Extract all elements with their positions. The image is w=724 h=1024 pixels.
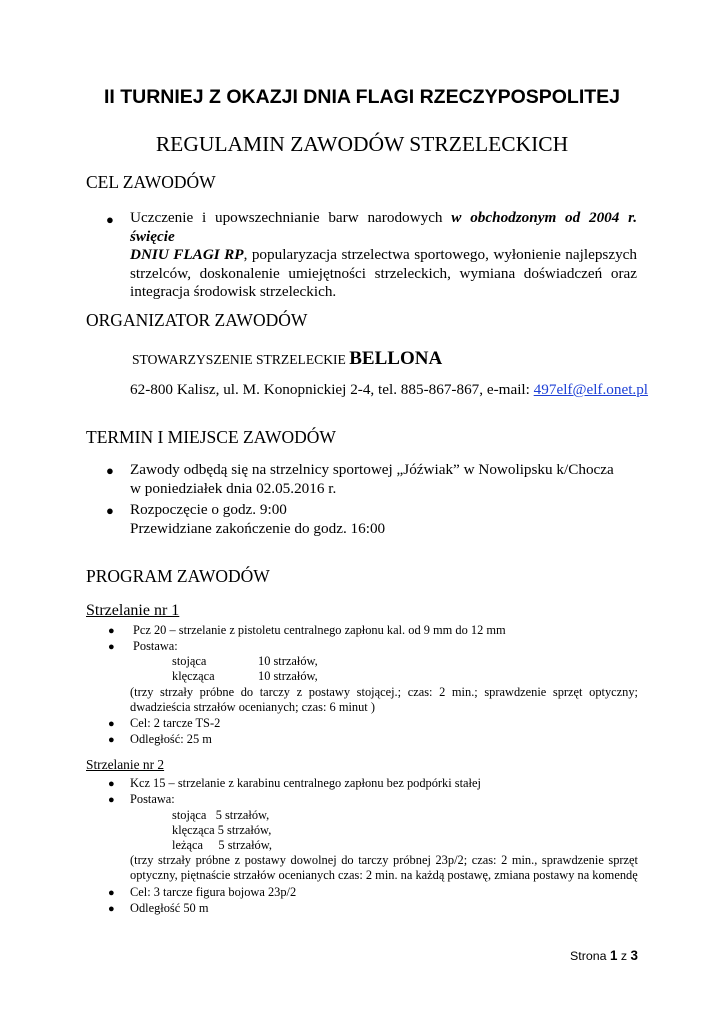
bullet-icon: ●: [108, 887, 115, 899]
bullet-icon: ●: [108, 903, 115, 915]
s2-note: [130, 853, 638, 884]
cel-text: , popularyzacja strzelectwa sportowego, wyłonienie najlepszych: [243, 246, 637, 264]
section-heading-organizator: ORGANIZATOR ZAWODÓW: [86, 310, 308, 330]
s1-pos-1-value: 10 strzałów,: [258, 654, 318, 668]
s2-note-line-2: optyczny, piętnaście strzałów ocenianych czas: 2 min. na każdą postawę, zmiana postawy na komendę: [130, 868, 638, 883]
cel-emphasis: w obchodzonym od 2004 r. święcie: [130, 209, 637, 245]
termin-item-1-line-1: Zawody odbędą się na strzelnicy sportowej „Jóźwiak” w Nowolipsku k/Chocza: [130, 461, 614, 478]
termin-item-1-line-2: w poniedziałek dnia 02.05.2016 r.: [130, 480, 337, 497]
section-heading-termin: TERMIN I MIEJSCE ZAWODÓW: [86, 427, 336, 447]
bullet-icon: ●: [108, 641, 115, 653]
s1-item-4: Odległość: 25 m: [130, 732, 212, 746]
s1-pos-2-value: 10 strzałów,: [258, 669, 318, 683]
s1-pos-2-name: klęcząca: [172, 669, 215, 683]
footer-separator: z: [620, 949, 628, 963]
termin-item-2-line-2: Przewidziane zakończenie do godz. 16:00: [130, 520, 386, 537]
organizer-address: [130, 381, 648, 399]
document-title: II TURNIEJ Z OKAZJI DNIA FLAGI RZECZYPOSPOLITEJ: [103, 86, 621, 108]
termin-item-2: [130, 500, 385, 538]
bullet-icon: ●: [106, 503, 114, 518]
address-text: 62-800 Kalisz, ul. M. Konopnickiej 2-4, tel. 885-867-867, e-mail:: [130, 381, 530, 398]
s2-pos-2: klęcząca 5 strzałów,: [172, 823, 272, 837]
s2-pos-1: stojąca 5 strzałów,: [172, 808, 270, 822]
bullet-icon: ●: [108, 718, 115, 730]
s1-note: [130, 685, 638, 716]
cel-line-2: [130, 246, 637, 265]
bullet-icon: ●: [108, 778, 115, 790]
termin-item-1: [130, 460, 614, 498]
subsection-heading-s2: Strzelanie nr 2: [86, 757, 165, 772]
cel-line-4: integracja środowisk strzeleckich.: [130, 283, 337, 301]
s2-pos-3: leżąca 5 strzałów,: [172, 838, 272, 852]
s1-item-3: Cel: 2 tarcze TS-2: [130, 716, 221, 730]
s1-item-2: Postawa:: [133, 639, 178, 653]
cel-line-1: [130, 209, 637, 246]
s1-item-1: Pcz 20 – strzelanie z pistoletu centralnego zapłonu kal. od 9 mm do 12 mm: [133, 623, 506, 637]
s2-item-1: Kcz 15 – strzelanie z karabinu centralnego zapłonu bez podpórki stałej: [130, 776, 481, 790]
s2-item-4: Odległość 50 m: [130, 901, 209, 915]
s2-item-3: Cel: 3 tarcze figura bojowa 23p/2: [130, 885, 297, 899]
cel-text: Uczczenie i upowszechnianie barw narodowych: [130, 209, 443, 226]
s2-item-2: Postawa:: [130, 792, 175, 806]
s1-note-line-2: dwadzieścia strzałów ocenianych; czas: 6 minut ): [130, 700, 375, 715]
organizer-name: [132, 348, 442, 370]
organizer-name-bold: BELLONA: [349, 348, 443, 369]
cel-paragraph: [130, 209, 637, 302]
footer-prefix: Strona: [570, 949, 607, 963]
bullet-icon: ●: [106, 463, 114, 478]
footer-page-total: 3: [630, 948, 638, 963]
email-link[interactable]: 497elf@elf.onet.pl: [533, 381, 649, 398]
subsection-heading-s1: Strzelanie nr 1: [86, 602, 180, 619]
section-heading-cel: CEL ZAWODÓW: [86, 172, 216, 192]
s2-note-line-1: (trzy strzały próbne z postawy dowolnej do tarczy próbnej 23p/2; czas: 2 min., sprawdzenie sprzęt: [130, 853, 638, 867]
section-heading-program: PROGRAM ZAWODÓW: [86, 566, 270, 586]
page-footer: [570, 948, 638, 963]
cel-emphasis-flag: DNIU FLAGI RP: [130, 246, 244, 264]
termin-item-2-line-1: Rozpoczęcie o godz. 9:00: [130, 501, 287, 518]
bullet-icon: ●: [108, 625, 115, 637]
bullet-icon: ●: [108, 794, 115, 806]
s1-note-line-1: (trzy strzały próbne do tarczy z postawy stojącej.; czas: 2 min.; sprawdzenie sprzęt optyczny;: [130, 685, 638, 699]
cel-line-3: strzelców, doskonalenie umiejętności strzeleckich, wymiana doświadczeń oraz: [130, 264, 637, 282]
s1-pos-1-name: stojąca: [172, 654, 207, 668]
document-subtitle: REGULAMIN ZAWODÓW STRZELECKICH: [155, 132, 569, 156]
bullet-icon: ●: [108, 734, 115, 746]
bullet-icon: ●: [106, 212, 114, 227]
organizer-name-prefix: STOWARZYSZENIE STRZELECKIE: [132, 352, 346, 367]
footer-page-number: 1: [609, 948, 618, 963]
